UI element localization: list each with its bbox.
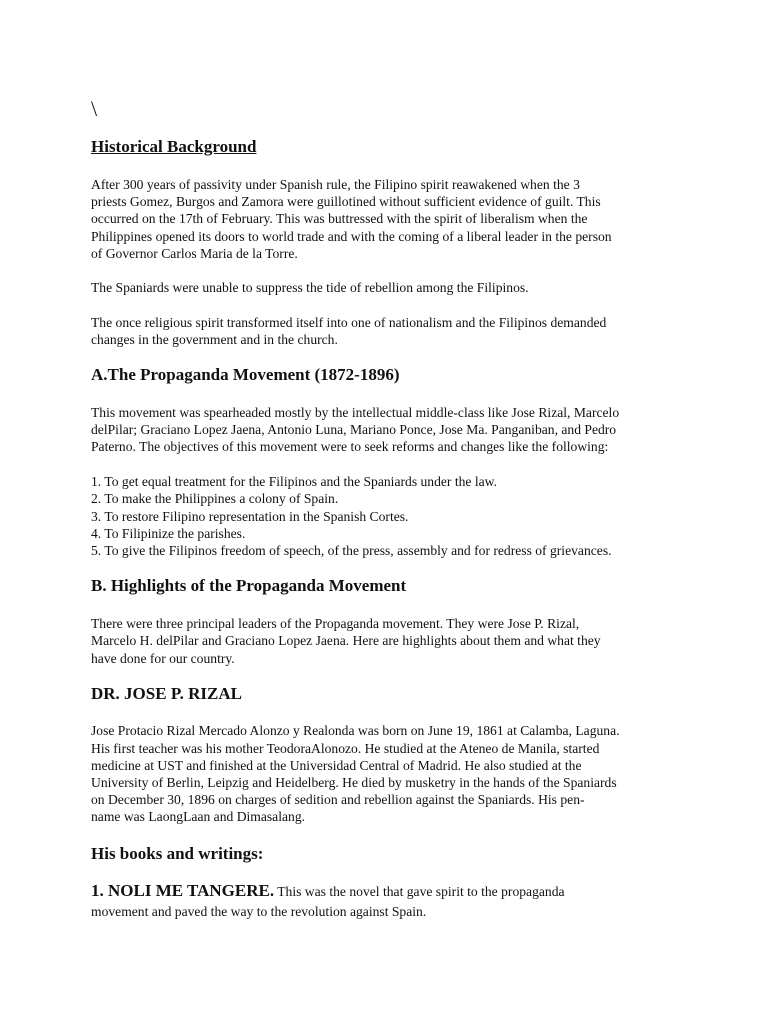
intro-line: occurred on the 17th of February. This was buttressed with the spirit of liberalism when the xyxy=(91,211,588,226)
section-b-heading: B. Highlights of the Propaganda Movement xyxy=(91,576,407,595)
intro-line: Philippines opened its doors to world trade and with the coming of a liberal leader in the person xyxy=(91,229,612,244)
section-a-line: This movement was spearheaded mostly by the intellectual middle-class like Jose Rizal, Marcelo xyxy=(91,405,620,420)
rizal-line: on December 30, 1896 on charges of sedition and rebellion against the Spaniards. His pen- xyxy=(91,792,585,807)
section-a-line: Paterno. The objectives of this movement were to seek reforms and changes like the following: xyxy=(91,439,609,454)
section-a-line: delPilar; Graciano Lopez Jaena, Antonio Luna, Mariano Ponce, Jose Ma. Panganiban, and Pedro xyxy=(91,422,617,437)
section-a-heading: A.The Propaganda Movement (1872-1896) xyxy=(91,365,400,384)
page-title: Historical Background xyxy=(91,137,257,156)
stray-backslash: \ xyxy=(91,96,98,121)
section-b-line: have done for our country. xyxy=(91,651,235,666)
rizal-line: University of Berlin, Leipzig and Heidelberg. He died by musketry in the hands of the Spaniards xyxy=(91,775,617,790)
paragraph-nationalism: changes in the government and in the church. xyxy=(91,332,338,347)
section-b-line: Marcelo H. delPilar and Graciano Lopez Jaena. Here are highlights about them and what they xyxy=(91,633,601,648)
noli-line-2: movement and paved the way to the revolution against Spain. xyxy=(91,904,427,919)
noli-description: This was the novel that gave spirit to the propaganda xyxy=(274,884,565,899)
rizal-line: His first teacher was his mother TeodoraAlonozo. He studied at the Ateneo de Manila, started xyxy=(91,741,600,756)
objective-item: 4. To Filipinize the parishes. xyxy=(91,526,246,541)
books-heading: His books and writings: xyxy=(91,844,264,863)
objective-item: 3. To restore Filipino representation in the Spanish Cortes. xyxy=(91,509,409,524)
intro-line: priests Gomez, Burgos and Zamora were guillotined without sufficient evidence of guilt. This xyxy=(91,194,601,209)
intro-line: of Governor Carlos Maria de la Torre. xyxy=(91,246,298,261)
noli-title: 1. NOLI ME TANGERE. xyxy=(91,881,275,900)
paragraph-rebellion: The Spaniards were unable to suppress the tide of rebellion among the Filipinos. xyxy=(91,280,529,295)
objective-item: 2. To make the Philippines a colony of Spain. xyxy=(91,491,339,506)
noli-line xyxy=(91,882,565,900)
rizal-heading: DR. JOSE P. RIZAL xyxy=(91,684,242,703)
rizal-line: Jose Protacio Rizal Mercado Alonzo y Realonda was born on June 19, 1861 at Calamba, Laguna. xyxy=(91,723,620,738)
rizal-line: name was LaongLaan and Dimasalang. xyxy=(91,809,306,824)
section-b-line: There were three principal leaders of the Propaganda movement. They were Jose P. Rizal, xyxy=(91,616,580,631)
objective-item: 5. To give the Filipinos freedom of speech, of the press, assembly and for redress of grievances. xyxy=(91,543,612,558)
rizal-line: medicine at UST and finished at the Universidad Central of Madrid. He also studied at the xyxy=(91,758,582,773)
paragraph-nationalism: The once religious spirit transformed itself into one of nationalism and the Filipinos demanded xyxy=(91,315,607,330)
objective-item: 1. To get equal treatment for the Filipinos and the Spaniards under the law. xyxy=(91,474,498,489)
intro-line: After 300 years of passivity under Spanish rule, the Filipino spirit reawakened when the 3 xyxy=(91,177,580,192)
